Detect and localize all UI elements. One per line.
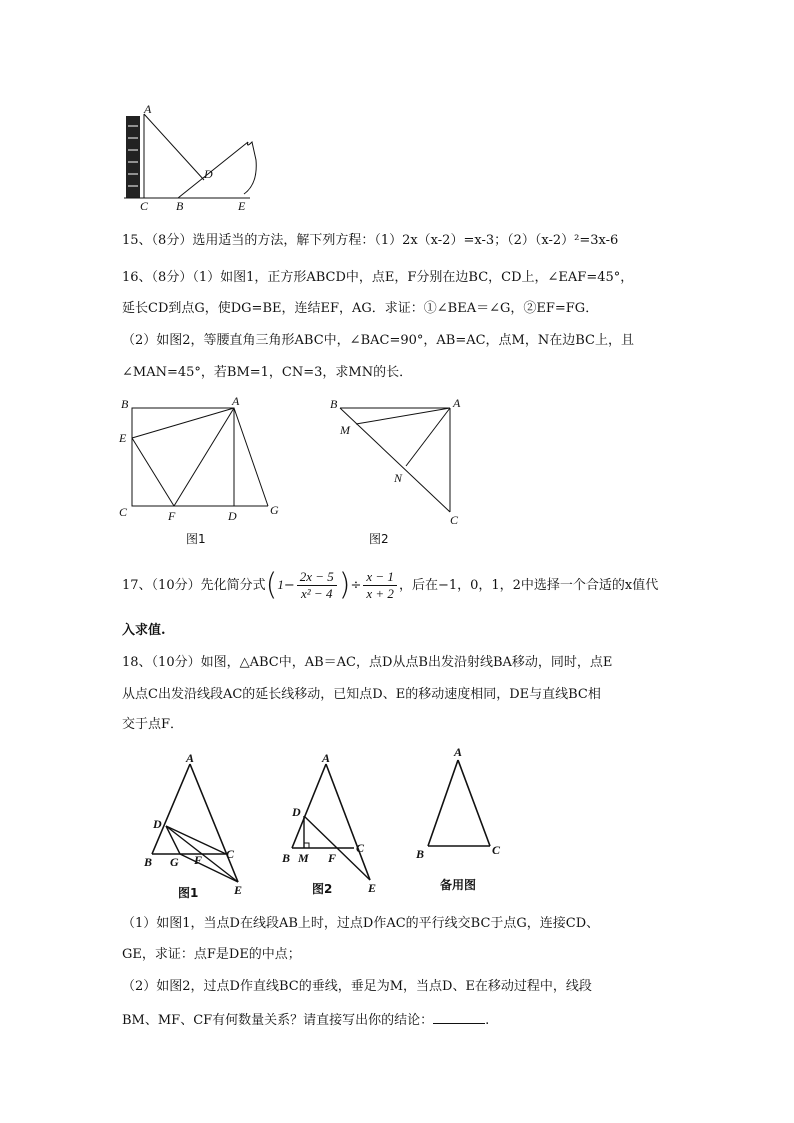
q17-minus: − [283, 578, 295, 593]
top-figure [118, 104, 268, 214]
q15-text: 15、（8分）选用适当的方法，解下列方程：（1）2x（x-2）=x-3；（2）（x-2）²=3x-6 [122, 233, 619, 248]
label-D: D [153, 817, 162, 831]
q16-line2: 延长CD到点G，使DG=BE，连结EF，AG．求证：①∠BEA＝∠G，②EF=FG． [122, 301, 599, 316]
segment-AM [356, 408, 450, 424]
label-A: A [322, 751, 331, 765]
q18-part1-line1: （1）如图1，当点D在线段AB上时，过点D作AC的平行线交BC于点G，连接CD、 [122, 916, 600, 931]
line-AD [144, 114, 204, 180]
top-figure-svg [118, 104, 268, 214]
q17-line2: 入求值. [122, 623, 166, 638]
q16-figure1-svg [116, 394, 286, 524]
segment-AN [406, 408, 450, 466]
label-A: A [453, 396, 461, 410]
label-G: G [270, 503, 279, 517]
label-C: C [450, 513, 459, 527]
label-E: E [234, 883, 243, 897]
line-BD [178, 142, 248, 198]
label-C: C [492, 843, 501, 857]
q18-fig1-caption: 图1 [178, 886, 199, 900]
q18-figure3 [412, 742, 512, 872]
label-M: M [340, 423, 350, 437]
q18-fig2-caption: 图2 [312, 882, 333, 896]
paren-left: ( [265, 567, 278, 603]
segment-AG [234, 408, 268, 506]
label-N: N [394, 471, 403, 485]
q16-line3: （2）如图2，等腰直角三角形ABC中，∠BAC=90°，AB=AC，点M，N在边BC上，且 [122, 333, 634, 348]
label-C: C [119, 505, 128, 519]
segment-EF [132, 438, 174, 506]
q16-figure1 [116, 394, 286, 524]
fraction1-denominator: x² − 4 [301, 586, 333, 601]
curved-slope [244, 142, 256, 194]
q18-part1-line2: GE，求证：点F是DE的中点； [122, 947, 301, 962]
q18-part2-period: . [485, 1013, 490, 1028]
label-B: B [121, 397, 129, 411]
label-A: A [232, 394, 240, 408]
fraction2-numerator: x − 1 [363, 569, 397, 586]
q16-line1: 16、（8分）（1）如图1，正方形ABCD中，点E，F分别在边BC，CD上，∠EAF=45°， [122, 270, 634, 285]
label-B: B [176, 199, 184, 213]
label-B: B [144, 855, 153, 869]
label-C: C [356, 841, 365, 855]
label-D: D [228, 509, 237, 523]
label-B: B [282, 851, 291, 865]
label-E: E [238, 199, 246, 213]
q18-fig3-caption: 备用图 [440, 878, 477, 892]
label-M: M [298, 851, 309, 865]
label-B: B [330, 397, 338, 411]
q18-part2-question: BM、MF、CF有何数量关系？请直接写出你的结论： [122, 1013, 434, 1028]
label-F: F [194, 853, 203, 867]
q17-fraction2 [363, 569, 397, 602]
q17-prefix: 17、（10分）先化简分式 [122, 578, 266, 593]
q16-fig1-caption: 图1 [186, 532, 206, 546]
q18-figure2 [278, 750, 388, 895]
q16-fig2-caption: 图2 [369, 532, 389, 546]
fraction2-denominator: x + 2 [366, 586, 394, 601]
label-A: A [186, 751, 195, 765]
q17-fraction1 [297, 569, 337, 602]
label-D: D [292, 805, 301, 819]
q17-line1 [122, 562, 658, 609]
q18-figure2-svg [278, 750, 388, 895]
label-F: F [328, 851, 337, 865]
paren-right: ) [338, 567, 351, 603]
label-E: E [368, 881, 377, 895]
q18-line2: 从点C出发沿线段AC的延长线移动，已知点D、E的移动速度相同，DE与直线BC相 [122, 687, 601, 702]
answer-blank[interactable] [433, 1010, 485, 1024]
label-A: A [454, 745, 463, 759]
segment-DG [166, 826, 180, 854]
label-C: C [140, 199, 149, 213]
q18-line3: 交于点F． [122, 717, 184, 732]
q18-part2-line1: （2）如图2，过点D作直线BC的垂线，垂足为M，当点D、E在移动过程中，线段 [122, 979, 592, 994]
q16-line4: ∠MAN=45°，若BM=1，CN=3，求MN的长． [122, 365, 413, 380]
fraction1-numerator: 2x − 5 [297, 569, 337, 586]
q17-one: 1 [277, 577, 284, 592]
segment-AB [428, 760, 458, 846]
segment-AC [458, 760, 490, 846]
label-D: D [204, 167, 213, 181]
q17-suffix: ，后在−1，0，1，2中选择一个合适的x值代 [398, 578, 659, 593]
q18-part2-line2 [122, 1010, 489, 1030]
label-F: F [168, 509, 176, 523]
q17-divide: ÷ [350, 578, 362, 593]
q18-line1: 18、（10分）如图，△ABC中，AB＝AC，点D从点B出发沿射线BA移动，同时，点E [122, 655, 613, 670]
q18-figure3-svg [412, 742, 512, 872]
label-A: A [144, 102, 152, 116]
label-B: B [416, 847, 425, 861]
label-G: G [170, 855, 179, 869]
q16-figure2-svg [326, 394, 476, 534]
label-E: E [119, 431, 127, 445]
q16-figure2 [326, 394, 476, 534]
label-C: C [226, 847, 235, 861]
